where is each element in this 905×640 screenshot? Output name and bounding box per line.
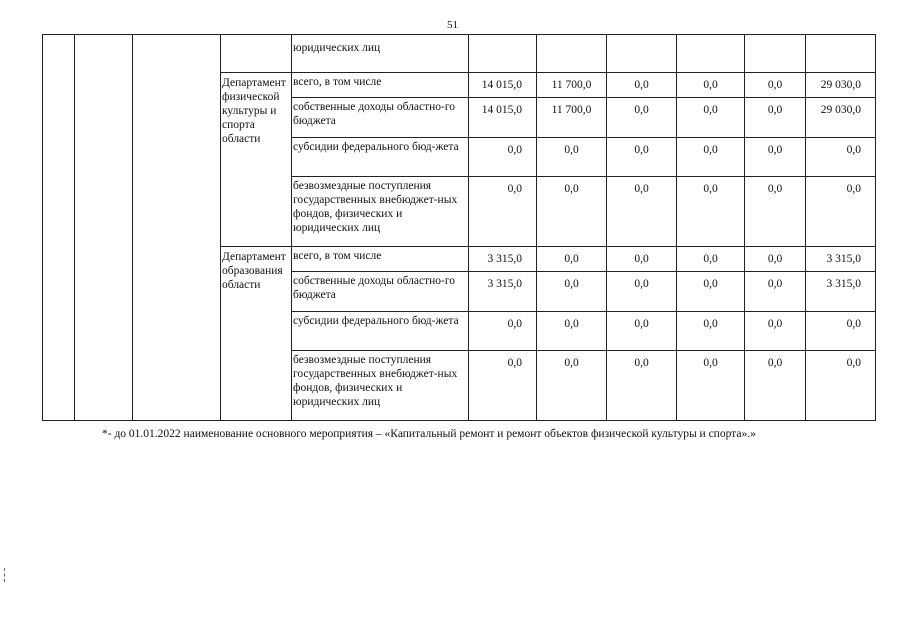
value-cell: 3 315,0 xyxy=(469,272,537,312)
value-cell: 0,0 xyxy=(806,312,876,351)
funding-source-cell: субсидии федерального бюд-жета xyxy=(292,312,469,351)
value-cell: 0,0 xyxy=(745,247,806,272)
scan-edge-mark xyxy=(4,568,8,582)
value-cell: 11 700,0 xyxy=(537,73,607,98)
index-column-cell xyxy=(43,35,75,421)
value-cell: 0,0 xyxy=(745,351,806,421)
funding-source-cell: собственные доходы областно-го бюджета xyxy=(292,98,469,138)
value-cell: 0,0 xyxy=(537,247,607,272)
value-cell: 0,0 xyxy=(537,312,607,351)
value-cell: 0,0 xyxy=(677,351,745,421)
value-cell: 0,0 xyxy=(607,312,677,351)
value-cell: 0,0 xyxy=(469,312,537,351)
value-cell: 0,0 xyxy=(745,177,806,247)
value-cell: 0,0 xyxy=(537,177,607,247)
value-cell: 0,0 xyxy=(677,272,745,312)
value-cell: 11 700,0 xyxy=(537,98,607,138)
value-cell: 0,0 xyxy=(537,138,607,177)
value-cell: 0,0 xyxy=(745,98,806,138)
value-cell: 0,0 xyxy=(677,177,745,247)
funding-source-cell: собственные доходы областно-го бюджета xyxy=(292,272,469,312)
value-cell: 0,0 xyxy=(537,351,607,421)
budget-table xyxy=(42,34,876,421)
value-cell: 0,0 xyxy=(607,351,677,421)
value-cell: 0,0 xyxy=(607,98,677,138)
value-cell: 3 315,0 xyxy=(806,272,876,312)
value-cell: 0,0 xyxy=(745,312,806,351)
funding-source-cell: всего, в том числе xyxy=(292,247,469,272)
value-cell: 0,0 xyxy=(677,138,745,177)
value-cell: 0,0 xyxy=(607,138,677,177)
department-cell-empty xyxy=(221,35,292,73)
value-cell: 0,0 xyxy=(469,177,537,247)
measure-column-cell xyxy=(75,35,133,421)
value-cell: 0,0 xyxy=(677,98,745,138)
value-cell: 0,0 xyxy=(607,177,677,247)
value-cell: 0,0 xyxy=(607,247,677,272)
executor-column-cell xyxy=(133,35,221,421)
value-cell: 0,0 xyxy=(469,138,537,177)
value-cell: 0,0 xyxy=(677,247,745,272)
value-cell: 0,0 xyxy=(677,312,745,351)
value-cell: 0,0 xyxy=(806,177,876,247)
funding-source-cell: безвозмездные поступления государственных внебюджет-ных фондов, физических и юридических лиц xyxy=(292,351,469,421)
value-cell: 0,0 xyxy=(745,272,806,312)
value-cell: 29 030,0 xyxy=(806,73,876,98)
funding-source-cell: всего, в том числе xyxy=(292,73,469,98)
value-cell: 0,0 xyxy=(469,351,537,421)
department-cell: Департамент физической культуры и спорта области xyxy=(221,73,292,247)
value-cell: 0,0 xyxy=(745,73,806,98)
value-cell: 14 015,0 xyxy=(469,98,537,138)
value-cell: 0,0 xyxy=(537,272,607,312)
value-cell: 0,0 xyxy=(745,138,806,177)
footnote: *- до 01.01.2022 наименование основного мероприятия – «Капитальный ремонт и ремонт объектов физической культуры и спорта».» xyxy=(102,428,756,440)
table-row xyxy=(43,35,876,73)
funding-source-cell: юридических лиц xyxy=(292,35,469,73)
department-cell: Департамент образования области xyxy=(221,247,292,421)
value-cell: 0,0 xyxy=(607,73,677,98)
value-cell: 0,0 xyxy=(677,73,745,98)
value-cell: 0,0 xyxy=(806,138,876,177)
page-number: 51 xyxy=(447,19,458,31)
value-cell: 0,0 xyxy=(806,351,876,421)
value-cell: 3 315,0 xyxy=(806,247,876,272)
funding-source-cell: безвозмездные поступления государственных внебюджет-ных фондов, физических и юридических лиц xyxy=(292,177,469,247)
value-cell: 3 315,0 xyxy=(469,247,537,272)
value-cell: 14 015,0 xyxy=(469,73,537,98)
funding-source-cell: субсидии федерального бюд-жета xyxy=(292,138,469,177)
value-cell: 0,0 xyxy=(607,272,677,312)
value-cell: 29 030,0 xyxy=(806,98,876,138)
